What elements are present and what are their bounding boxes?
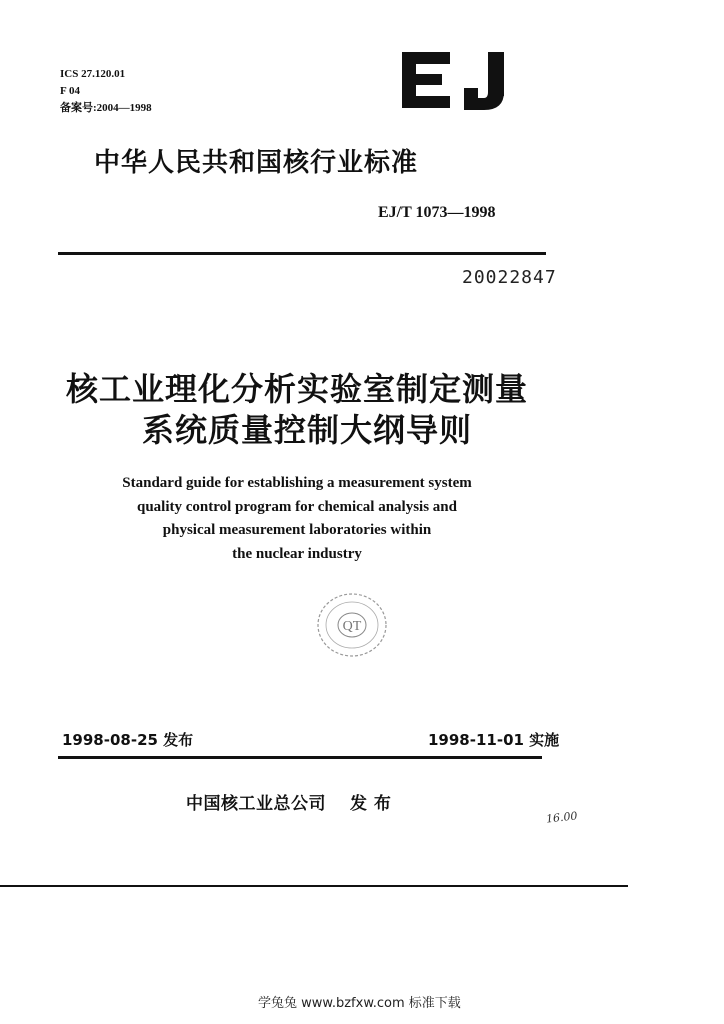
handwritten-note: 16.00 [545, 809, 579, 826]
chinese-title-line-2: 系统质量控制大纲导则 [142, 411, 473, 449]
english-title-line: quality control program for chemical analysis and [136, 498, 457, 515]
chinese-title-line-1: 核工业理化分析实验室制定测量 [66, 370, 529, 408]
footer-link[interactable]: 学兔兔 www.bzfxw.com 标准下载 [258, 996, 461, 1011]
publisher-action: 发 布 [350, 794, 392, 814]
seal-text: QT [342, 619, 362, 634]
document-number: 20022847 [462, 267, 557, 288]
english-title-line: the nuclear industry [232, 545, 362, 562]
publisher-line [186, 789, 391, 814]
top-divider [58, 252, 546, 255]
ccs-code: F 04 [60, 85, 81, 97]
date-divider [58, 756, 542, 759]
stamp-seal-icon [314, 590, 390, 660]
standard-code: EJ/T 1073—1998 [378, 204, 496, 221]
issue-date: 1998-08-25 发布 [62, 731, 194, 749]
bottom-divider [0, 885, 628, 887]
implementation-date: 1998-11-01 实施 [428, 731, 560, 749]
publisher-name: 中国核工业总公司 [186, 794, 326, 814]
english-title [62, 472, 532, 566]
ej-logo-icon [398, 48, 520, 112]
ics-code: ICS 27.120.01 [60, 68, 126, 80]
english-title-line: physical measurement laboratories within [162, 522, 432, 538]
record-number: 备案号:2004—1998 [60, 102, 152, 114]
english-title-line: Standard guide for establishing a measurement system [122, 475, 472, 491]
standard-category-title: 中华人民共和国核行业标准 [94, 148, 419, 178]
